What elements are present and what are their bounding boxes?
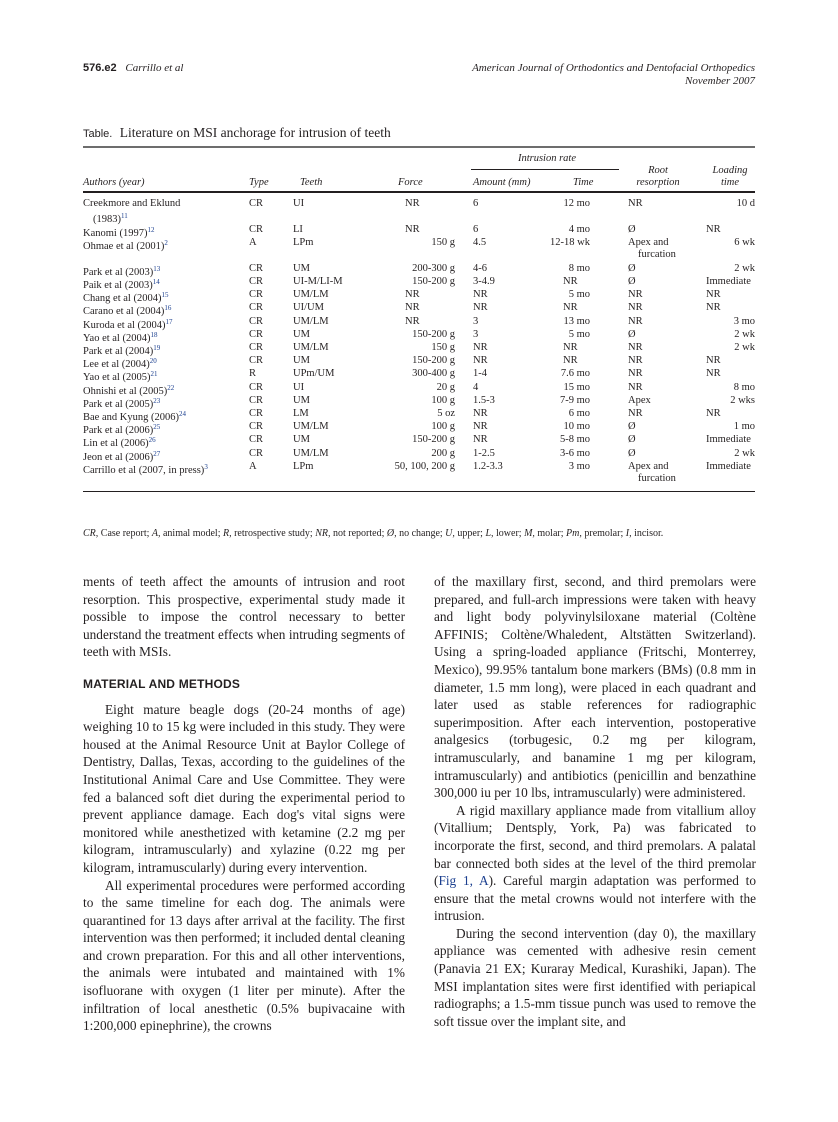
reference-superscript[interactable]: 14	[152, 277, 160, 286]
author-text: Chang et al (2004)	[83, 293, 162, 305]
cell-force: 300-400 g	[412, 368, 455, 380]
author-text: Lin et al (2006)	[83, 438, 149, 450]
cell-loading-time: 3 mo	[733, 315, 755, 327]
cell-teeth: UM	[293, 328, 310, 340]
cell-author	[83, 461, 208, 477]
cell-teeth: LPm	[293, 460, 314, 472]
cell-amount: NR	[473, 289, 488, 301]
cell-amount: NR	[473, 302, 488, 314]
cell-force: 150-200 g	[412, 355, 455, 367]
reference-superscript[interactable]: 13	[153, 264, 161, 273]
table-row	[83, 236, 755, 260]
reference-superscript[interactable]: 22	[167, 383, 175, 392]
cell-amount: NR	[473, 355, 488, 367]
author-text: (1983)	[93, 213, 121, 225]
cell-loading-time: 2 wk	[734, 447, 755, 459]
cell-root-resorption-cont: furcation	[638, 472, 676, 484]
cell-force: 150-200 g	[412, 328, 455, 340]
footnote-abbreviation: M,	[524, 528, 535, 539]
cell-time: 3-6 mo	[559, 447, 590, 459]
cell-amount: NR	[473, 434, 488, 446]
cell-teeth: LM	[293, 407, 309, 419]
cell-teeth: UI-M/LI-M	[293, 275, 343, 287]
table-row	[83, 289, 755, 305]
cell-loading-time: 2 wk	[734, 341, 755, 353]
cell-teeth: UM/LM	[293, 289, 329, 301]
cell-time: NR	[563, 341, 578, 353]
cell-type: CR	[249, 407, 264, 419]
cell-type: CR	[249, 328, 264, 340]
author-text: Park et al (2004)	[83, 345, 154, 357]
cell-time: 7.6 mo	[560, 368, 590, 380]
paragraph: During the second intervention (day 0), the maxillary appliance was cemented with adhesive resin cement (Panavia 21 EX; Kuraray Medical, Kurashiki, Japan). The MSI implantation sites were first identified with periapical radiographs; a 1.5-mm tissue punch was used to remove the soft tissue over the implant site, and	[434, 925, 756, 1029]
cell-time: NR	[563, 275, 578, 287]
cell-time: 5 mo	[568, 328, 590, 340]
body-column-left	[83, 573, 405, 1035]
author-text: Jeon et al (2006)	[83, 451, 154, 463]
footnote-definition: incisor.	[631, 528, 664, 539]
footnote-definition: retrospective study;	[231, 528, 316, 539]
author-text: Park et al (2005)	[83, 398, 154, 410]
footnote-definition: not reported;	[330, 528, 387, 539]
table-caption	[83, 125, 391, 141]
cell-type: CR	[249, 275, 264, 287]
footnote-definition: no change;	[396, 528, 446, 539]
table-title: Literature on MSI anchorage for intrusion of teeth	[119, 125, 391, 140]
cell-root-resorption: Ø	[628, 421, 636, 433]
running-head-authors: Carrillo et al	[125, 62, 184, 74]
cell-root-resorption: NR	[628, 341, 643, 353]
cell-loading-time: Immediate	[706, 460, 751, 472]
cell-amount: 6	[473, 197, 479, 209]
cell-root-resorption: Apex	[628, 394, 651, 406]
cell-root-resorption-cont: furcation	[638, 248, 676, 260]
cell-teeth: LI	[293, 223, 303, 235]
header-loading-time: time	[720, 177, 740, 188]
cell-amount: 1.2-3.3	[473, 460, 503, 472]
running-head-left	[83, 62, 183, 74]
reference-superscript[interactable]: 12	[147, 225, 155, 234]
cell-time: NR	[563, 302, 578, 314]
paragraph	[434, 802, 756, 925]
cell-amount: 3-4.9	[473, 275, 495, 287]
body-column-right	[434, 573, 756, 1030]
cell-force: NR	[405, 223, 420, 235]
author-text: Yao et al (2004)	[83, 332, 151, 344]
header-authors: Authors (year)	[83, 177, 145, 188]
cell-loading-time: NR	[706, 355, 721, 367]
cell-time: 10 mo	[563, 421, 590, 433]
cell-force: 150-200 g	[412, 275, 455, 287]
paragraph: All experimental procedures were performed according to the same timeline for each dog. The animals were quarantined for 13 days after arrival at the facility. The first intervention was then performed; it included dental cleaning and crown preparation. For this and all other interventions, the animals were intubated and maintained with 1% isofluorane with oxygen (1 liter per minute). After the infiltration of local anesthetic (0.5% bupivacaine with 1:200,000 epinephrine), the crowns	[83, 877, 405, 1034]
figure-link[interactable]: Fig 1, A	[438, 873, 489, 889]
cell-force: 150 g	[431, 236, 455, 248]
cell-loading-time: NR	[706, 223, 721, 235]
cell-teeth: UM/LM	[293, 315, 329, 327]
footnote-abbreviation: CR,	[83, 528, 99, 539]
cell-loading-time: 6 wk	[734, 236, 755, 248]
page-number: 576.e2	[83, 62, 117, 74]
cell-force: NR	[405, 289, 420, 301]
table-row	[83, 276, 755, 289]
cell-force: 100 g	[431, 394, 455, 406]
author-text: Carano et al (2004)	[83, 306, 165, 318]
reference-superscript[interactable]: 19	[153, 343, 161, 352]
cell-amount: 4-6	[473, 262, 487, 274]
reference-superscript[interactable]: 26	[148, 436, 156, 445]
cell-time: 12 mo	[563, 197, 590, 209]
cell-root-resorption: Ø	[628, 328, 636, 340]
footnote-definition: premolar;	[581, 528, 626, 539]
cell-amount: 1-2.5	[473, 447, 495, 459]
reference-superscript[interactable]: 20	[149, 357, 157, 366]
cell-force: 100 g	[431, 421, 455, 433]
paragraph: Eight mature beagle dogs (20-24 months of age) weighing 10 to 15 kg were included in this study. They were housed at the Animal Resource Unit at Baylor College of Dentistry, Dallas, Texas, according to the guidelines of the Institutional Animal Care and Use Committee. They were fed a balanced soft diet during the experimental period to prevent appliance damage. Each dog's vital signs were monitored while anesthetized with ketamine (2.2 mg per kilogram, intramuscularly) and xylazine (0.22 mg per kilogram, intramuscularly) during every intervention.	[83, 701, 405, 875]
cell-root-resorption: Ø	[628, 223, 636, 235]
cell-force: 150-200 g	[412, 434, 455, 446]
table-label: Table.	[83, 128, 113, 140]
cell-root-resorption: Apex and	[628, 236, 669, 248]
header-span-rule	[471, 169, 619, 170]
reference-superscript[interactable]: 21	[150, 370, 158, 379]
footnote-definition: upper;	[454, 528, 486, 539]
author-text: Park et al (2006)	[83, 425, 154, 437]
reference-superscript[interactable]: 17	[165, 317, 173, 326]
cell-force: NR	[405, 315, 420, 327]
cell-type: CR	[249, 355, 264, 367]
table-row	[83, 316, 755, 329]
author-text: Bae and Kyung (2006)	[83, 411, 179, 423]
cell-amount: NR	[473, 341, 488, 353]
cell-type: CR	[249, 302, 264, 314]
reference-superscript[interactable]: 15	[161, 291, 169, 300]
cell-force: NR	[405, 197, 420, 209]
footnote-abbreviation: R,	[222, 528, 232, 539]
running-head-right	[472, 62, 755, 88]
cell-loading-time: Immediate	[706, 434, 751, 446]
cell-time: 5 mo	[568, 289, 590, 301]
footnote-abbreviation: Pm,	[566, 528, 582, 539]
cell-time: 8 mo	[568, 262, 590, 274]
cell-type: CR	[249, 421, 264, 433]
header-resorption: resorption	[636, 177, 680, 188]
cell-author	[83, 237, 168, 253]
reference-superscript[interactable]: 23	[153, 396, 161, 405]
header-root: Root	[648, 165, 668, 176]
cell-time: 6 mo	[568, 407, 590, 419]
footnote-definition: animal model;	[160, 528, 223, 539]
header-force: Force	[398, 177, 423, 188]
cell-loading-time: 2 wk	[734, 262, 755, 274]
cell-loading-time: 1 mo	[733, 421, 755, 433]
header-amount: Amount (mm)	[473, 177, 531, 188]
table-row	[83, 382, 755, 395]
table-row	[83, 421, 755, 437]
cell-time: 12-18 wk	[550, 236, 590, 248]
cell-loading-time: 2 wk	[734, 328, 755, 340]
section-heading: MATERIAL AND METHODS	[83, 676, 241, 691]
cell-teeth: UPm/UM	[293, 368, 335, 380]
reference-superscript[interactable]: 18	[150, 330, 158, 339]
reference-superscript[interactable]: 11	[121, 211, 128, 220]
cell-time: 3 mo	[568, 460, 590, 472]
cell-type: CR	[249, 197, 264, 209]
cell-type: CR	[249, 289, 264, 301]
cell-teeth: UM/LM	[293, 341, 329, 353]
running-head	[83, 62, 755, 94]
cell-type: CR	[249, 381, 264, 393]
cell-time: 13 mo	[563, 315, 590, 327]
cell-type: A	[249, 460, 257, 472]
cell-time: 5-8 mo	[559, 434, 590, 446]
table-row	[83, 263, 755, 276]
footnote-abbreviation: NR,	[315, 528, 331, 539]
cell-loading-time: Immediate	[706, 275, 751, 287]
cell-type: A	[249, 236, 257, 248]
cell-root-resorption: Ø	[628, 434, 636, 446]
literature-table	[83, 146, 755, 492]
header-time: Time	[573, 177, 594, 188]
cell-force: 150 g	[431, 341, 455, 353]
author-text: Lee et al (2004)	[83, 359, 150, 371]
table-row	[83, 434, 755, 450]
cell-amount: 4	[473, 381, 479, 393]
author-text: Kuroda et al (2004)	[83, 319, 166, 331]
cell-amount: 6	[473, 223, 479, 235]
footnote-definition: Case report;	[98, 528, 152, 539]
table-row	[83, 224, 755, 237]
cell-force: NR	[405, 302, 420, 314]
cell-teeth: LPm	[293, 236, 314, 248]
footnote-abbreviation: I,	[625, 528, 632, 539]
cell-type: CR	[249, 434, 264, 446]
cell-type: CR	[249, 447, 264, 459]
cell-root-resorption: Apex and	[628, 460, 669, 472]
table-header	[83, 148, 755, 191]
cell-amount: 3	[473, 315, 479, 327]
cell-type: CR	[249, 341, 264, 353]
footnote-abbreviation: Ø,	[386, 528, 397, 539]
footnote-definition: molar;	[534, 528, 567, 539]
table-row	[83, 197, 755, 225]
reference-superscript[interactable]: 27	[153, 449, 161, 458]
paragraph-text: ). Careful margin adaptation was performed to ensure that the metal crowns would not interfere with the intrusion.	[434, 873, 756, 924]
reference-superscript[interactable]: 16	[164, 304, 172, 313]
cell-root-resorption: NR	[628, 355, 643, 367]
cell-type: CR	[249, 315, 264, 327]
table-row	[83, 355, 755, 371]
reference-superscript[interactable]: 3	[204, 462, 208, 471]
cell-amount: 3	[473, 328, 479, 340]
footnote-abbreviation: A,	[151, 528, 161, 539]
header-teeth: Teeth	[300, 177, 323, 188]
cell-loading-time: NR	[706, 302, 721, 314]
table-row	[83, 408, 755, 421]
cell-time: NR	[563, 355, 578, 367]
table-row	[83, 342, 755, 355]
reference-superscript[interactable]: 24	[178, 409, 186, 418]
cell-root-resorption: Ø	[628, 275, 636, 287]
cell-author	[83, 198, 180, 210]
cell-root-resorption: NR	[628, 381, 643, 393]
cell-loading-time: NR	[706, 289, 721, 301]
author-text: Carrillo et al (2007, in press)	[83, 464, 205, 476]
cell-teeth: UI	[293, 197, 305, 209]
author-text: Ohmae et al (2001)	[83, 240, 165, 252]
paragraph: ments of teeth affect the amounts of intrusion and root resorption. This prospective, experimental study made it possible to impose the control necessary to better understand the treatment effects when intruding segments of teeth with MSIs.	[83, 574, 405, 660]
journal-issue: November 2007	[685, 75, 755, 87]
cell-loading-time: NR	[706, 407, 721, 419]
cell-teeth: UM/LM	[293, 421, 329, 433]
cell-force: 50, 100, 200 g	[394, 460, 455, 472]
reference-superscript[interactable]: 25	[153, 423, 161, 432]
cell-time: 4 mo	[568, 223, 590, 235]
table-row	[83, 329, 755, 342]
cell-teeth: UI/UM	[293, 302, 324, 314]
reference-superscript[interactable]: 2	[164, 238, 168, 247]
cell-force: 20 g	[436, 381, 455, 393]
table-row	[83, 302, 755, 318]
table-row	[83, 395, 755, 408]
cell-type: CR	[249, 262, 264, 274]
cell-root-resorption: NR	[628, 302, 643, 314]
cell-root-resorption: NR	[628, 197, 643, 209]
cell-amount: 1-4	[473, 368, 487, 380]
footnote-abbreviation: L,	[485, 528, 494, 539]
footnote-abbreviation: U,	[445, 528, 455, 539]
table-row	[83, 448, 755, 461]
cell-loading-time: 2 wks	[730, 394, 755, 406]
table-row	[83, 368, 755, 384]
cell-root-resorption: NR	[628, 407, 643, 419]
cell-type: R	[249, 368, 257, 380]
cell-amount: 1.5-3	[473, 394, 495, 406]
table-bottom-rule	[83, 491, 755, 492]
author-text: Ohnishi et al (2005)	[83, 385, 168, 397]
table-body	[83, 193, 755, 491]
cell-time: 7-9 mo	[559, 394, 590, 406]
cell-loading-time: NR	[706, 368, 721, 380]
journal-name: American Journal of Orthodontics and Dentofacial Orthopedics	[472, 62, 755, 74]
cell-teeth: UI	[293, 381, 305, 393]
author-text: Creekmore and Eklund	[83, 197, 181, 209]
cell-amount: NR	[473, 421, 488, 433]
cell-loading-time: 10 d	[736, 197, 755, 209]
cell-force: 200-300 g	[412, 262, 455, 274]
cell-teeth: UM	[293, 394, 310, 406]
cell-root-resorption: NR	[628, 315, 643, 327]
cell-loading-time: 8 mo	[733, 381, 755, 393]
paragraph-text: A rigid maxillary appliance made from vitallium alloy (Vitallium; Dentsply, York, Pa) was fabricated to incorporate the first, second, and third premolars. A palatal bar connected both sides at the level of the third premolar (	[434, 802, 756, 889]
cell-teeth: UM	[293, 434, 310, 446]
header-intrusion-rate: Intrusion rate	[517, 153, 577, 164]
table-footnote	[83, 528, 663, 539]
table-row	[83, 460, 755, 484]
header-type: Type	[249, 177, 269, 188]
cell-root-resorption: NR	[628, 289, 643, 301]
cell-force: 200 g	[431, 447, 455, 459]
author-text: Paik et al (2003)	[83, 279, 153, 291]
cell-root-resorption: NR	[628, 368, 643, 380]
cell-teeth: UM	[293, 262, 310, 274]
cell-root-resorption: Ø	[628, 262, 636, 274]
cell-amount: NR	[473, 407, 488, 419]
cell-teeth: UM	[293, 355, 310, 367]
cell-type: CR	[249, 394, 264, 406]
header-loading: Loading	[712, 165, 748, 176]
cell-time: 15 mo	[563, 381, 590, 393]
cell-type: CR	[249, 223, 264, 235]
cell-force: 5 oz	[437, 407, 455, 419]
paragraph: of the maxillary first, second, and third premolars were prepared, and full-arch impressions were taken with heavy and light body polyvinylsiloxane material (Coltène AFFINIS; Coltène/Whaledent, Altstätten Switzerland). Using a spring-loaded appliance (Fritschi, Monterrey, Mexico), 99.95% tantalum bone markers (BMs) (0.8 mm in diameter, 1.5 mm long), were placed in each quadrant and later used as stable references for radiographic superimposition. After each intervention, postoperative analgesics (torbugesic, 0.2 mg per kilogram, intramuscularly, and banamine 1 mg per kilogram, intramuscularly) and antibiotics (penicillin and benzathine 300,000 iu per 10 lbs, intramuscularly) were administered.	[434, 574, 756, 801]
cell-amount: 4.5	[473, 236, 487, 248]
author-text: Yao et al (2005)	[83, 372, 151, 384]
footnote-definition: lower;	[493, 528, 525, 539]
cell-root-resorption: Ø	[628, 447, 636, 459]
cell-teeth: UM/LM	[293, 447, 329, 459]
author-text: Kanomi (1997)	[83, 227, 148, 239]
author-text: Park et al (2003)	[83, 266, 154, 278]
